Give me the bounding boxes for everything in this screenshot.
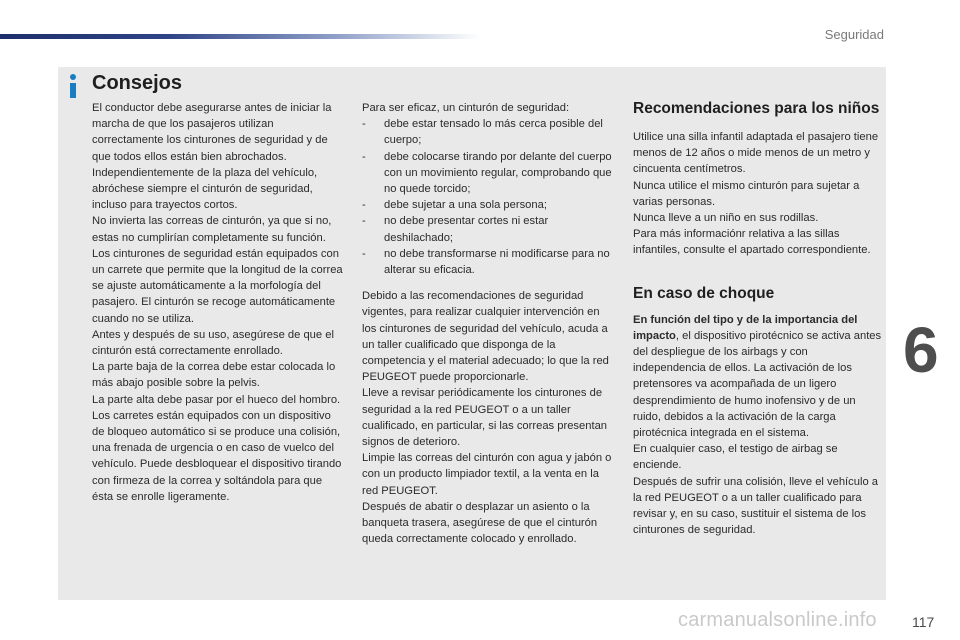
watermark: carmanualsonline.info — [678, 609, 877, 631]
list-dash: - — [362, 247, 366, 260]
paragraph: Debido a las recomendaciones de seguridad vigentes, para realizar cualquier intervención en los cinturones de seguridad del vehículo, acuda a un taller cualificado que disponga de la competencia y el material adecuado; lo que la red PEUGEOT puede proporcionarle. — [362, 290, 609, 384]
paragraph: El conductor debe asegurarse antes de iniciar la marcha de que los pasajeros utilizan correctamente los cinturones de seguridad y de que todos ellos están bien abrochados. — [92, 102, 332, 163]
column-middle — [362, 100, 614, 547]
paragraph: La parte alta debe pasar por el hueco del hombro. — [92, 393, 341, 406]
paragraph: Los carretes están equipados con un dispositivo de bloqueo automático si se produce una colisión, una frenada de urgencia o en caso de vuelco del vehículo. Puede desbloquear el dispositivo tirando con firmeza de la correa y soltándola para que ésta se enrolle ligeramente. — [92, 409, 342, 503]
list-item-text: no debe transformarse ni modificarse para no alterar su eficacia. — [384, 247, 610, 277]
list-intro: Para ser eficaz, un cinturón de seguridad: — [362, 102, 570, 114]
list-item — [362, 246, 614, 278]
paragraph: Nunca utilice el mismo cinturón para sujetar a varias personas. — [633, 179, 860, 208]
kids-title: Recomendaciones para los niños — [633, 100, 880, 117]
info-icon-stem — [70, 83, 76, 98]
page-number: 117 — [912, 614, 935, 630]
paragraph: Para más informaciónr relativa a las sillas infantiles, consulte el apartado correspondiente. — [633, 228, 871, 257]
paragraph: Después de sufrir una colisión, lleve el vehículo a la red PEUGEOT o a un taller cualificado para revisar y, en su caso, sustituir el sistema de los cinturones de seguridad. — [633, 475, 879, 537]
chapter-number: 6 — [903, 314, 939, 386]
header-bar — [0, 34, 480, 39]
paragraph: La parte baja de la correa debe estar colocada lo más abajo posible sobre la pelvis. — [92, 361, 336, 390]
list-item — [362, 149, 614, 198]
list-item — [362, 213, 614, 245]
paragraph: Utilice una silla infantil adaptada el pasajero tiene menos de 12 años o mide menos de un metro y cincuenta centímetros. — [633, 131, 879, 176]
paragraph: Nunca lleve a un niño en sus rodillas. — [633, 212, 819, 225]
list-item — [362, 197, 614, 213]
crash-lead-rest: , el dispositivo pirotécnico se activa antes del despliegue de los airbags y con independencia de ellos. La activación de los pretensores va acompañada de un ligero desprendimiento de humo inofensivo y de un ruido, debidos a la activación de la carga pirotécnica integrada en el sistema. — [633, 329, 882, 440]
spacer — [362, 278, 614, 288]
paragraph: Independientemente de la plaza del vehículo, abróchese siempre el cinturón de seguridad, incluso para trayectos cortos. — [92, 166, 318, 212]
paragraph: Después de abatir o desplazar un asiento o la banqueta trasera, asegúrese de que el cinturón queda correctamente colocado y enrollado. — [362, 500, 598, 546]
paragraph: Lleve a revisar periódicamente los cinturones de seguridad a la red PEUGEOT o a un taller cualificado, en particular, si las correas presentan signos de deterioro. — [362, 387, 608, 449]
section-label: Seguridad — [824, 27, 884, 42]
list-dash: - — [362, 215, 366, 228]
paragraph: Antes y después de su uso, asegúrese de que el cinturón está correctamente enrollado. — [92, 328, 334, 358]
list-dash: - — [362, 118, 366, 131]
paragraph — [633, 312, 883, 442]
info-icon-dot — [70, 74, 76, 80]
paragraph: Limpie las correas del cinturón con agua y jabón o con un producto limpiador textil, a la venta en la red PEUGEOT. — [362, 452, 612, 497]
list-item-text: debe estar tensado lo más cerca posible del cuerpo; — [384, 118, 603, 147]
info-icon — [68, 74, 78, 98]
column-left — [92, 100, 344, 505]
column-right — [633, 100, 883, 538]
list-dash: - — [362, 199, 366, 212]
list-item — [362, 116, 614, 148]
list-dash: - — [362, 150, 366, 163]
paragraph: No invierta las correas de cinturón, ya que si no, estas no cumplirían completamente su función. — [92, 215, 332, 244]
page-title: Consejos — [92, 72, 183, 94]
crash-lead: En función del tipo y de la importancia del impacto — [633, 313, 858, 342]
paragraph: En cualquier caso, el testigo de airbag se enciende. — [633, 443, 838, 472]
list-item-text: debe colocarse tirando por delante del cuerpo con un movimiento regular, comprobando que no quede torcido; — [384, 150, 612, 196]
list-item-text: debe sujetar a una sola persona; — [384, 199, 547, 212]
paragraph: Los cinturones de seguridad están equipados con un carrete que permite que la longitud de la correa se ajuste automáticamente a la morfología del pasajero. El cinturón se recoge automáticamente cuando no se utiliza. — [92, 247, 343, 325]
crash-title: En caso de choque — [633, 284, 775, 302]
list-item-text: no debe presentar cortes ni estar deshilachado; — [384, 215, 549, 244]
